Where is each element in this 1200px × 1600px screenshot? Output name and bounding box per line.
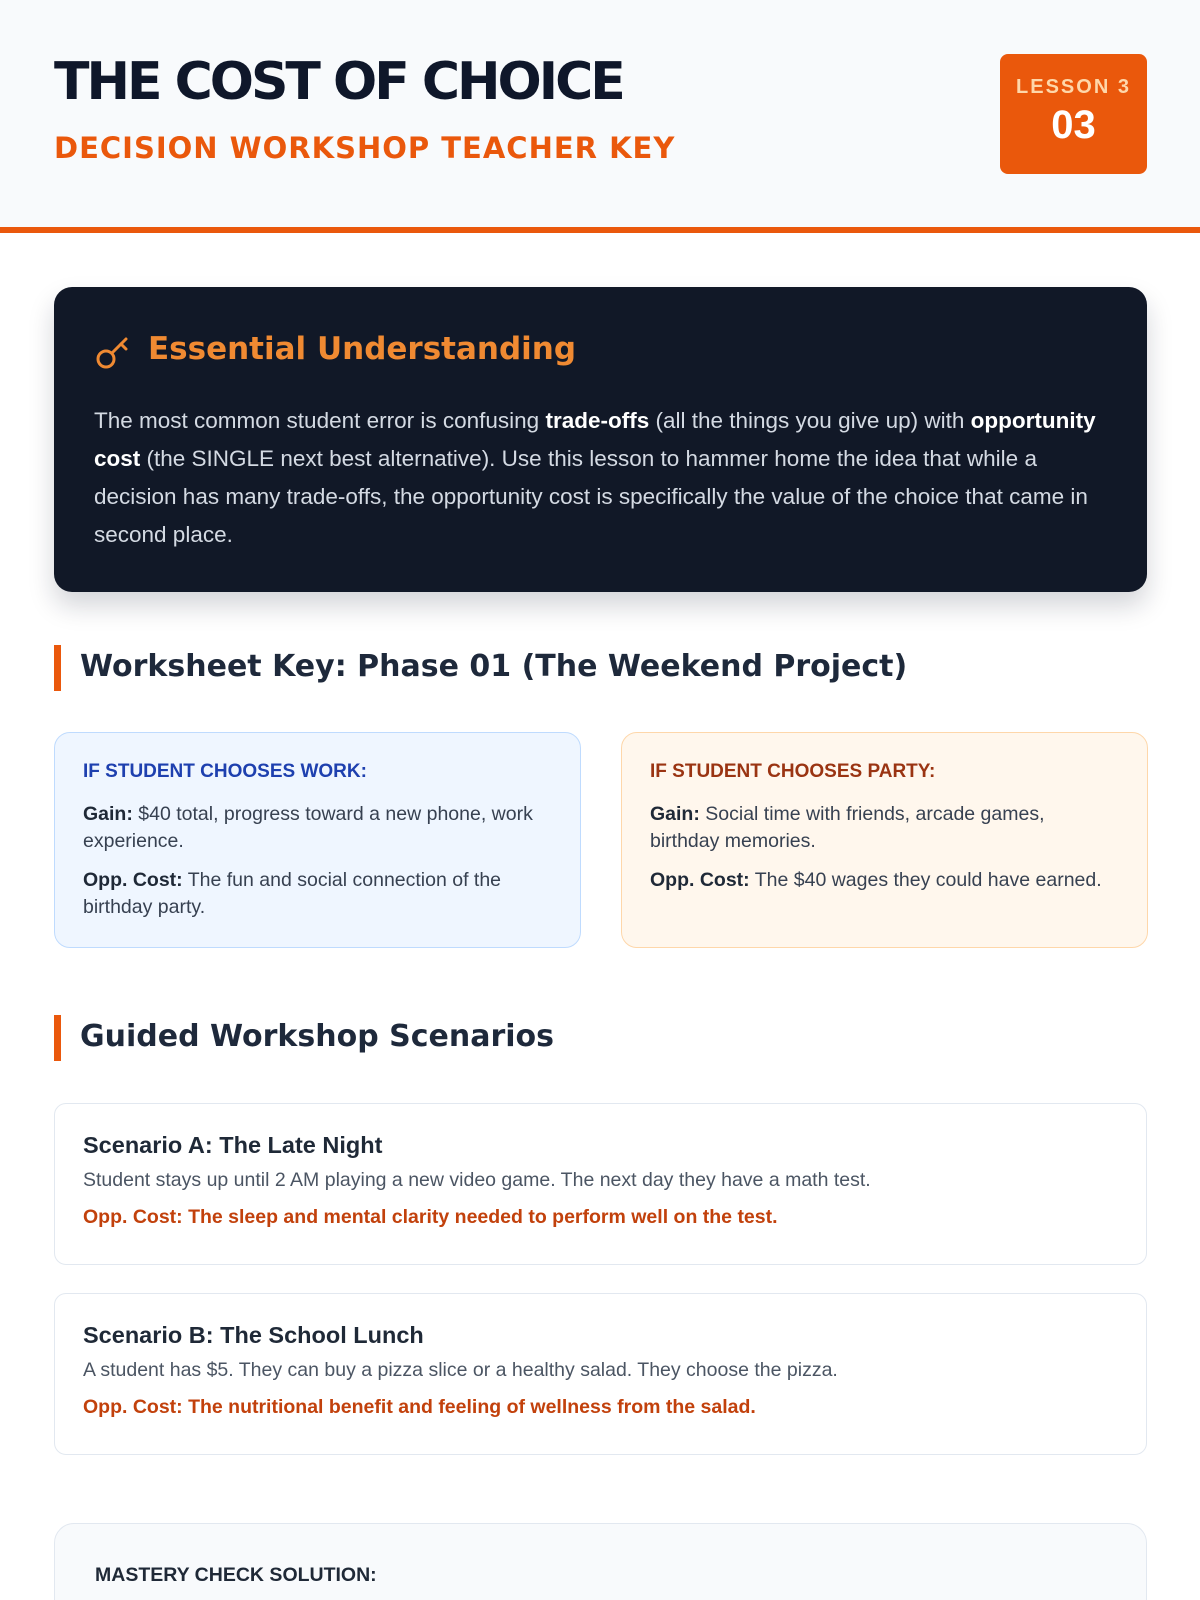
term-trade-offs: trade-offs bbox=[545, 408, 650, 433]
essential-understanding-text: The most common student error is confusing trade-offs (all the things you give up) with opportunity cost (the SINGLE next best alternative). Use this lesson to hammer home the idea that while a decision has many trade-offs, the opportunity cost is specifically the value of the choice that came in second place. bbox=[94, 408, 1096, 547]
page-subtitle: DECISION WORKSHOP TEACHER KEY bbox=[54, 131, 676, 165]
scenario-title: Scenario A: The Late Night bbox=[83, 1132, 383, 1158]
essential-understanding-card bbox=[54, 287, 1147, 592]
section-accent-bar bbox=[54, 1015, 61, 1061]
worksheet-section-title: Worksheet Key: Phase 01 (The Weekend Project) bbox=[80, 649, 908, 684]
choice-opportunity-cost: Opp. Cost: The $40 wages they could have earned. bbox=[650, 869, 1102, 891]
choice-heading: IF STUDENT CHOOSES WORK: bbox=[83, 761, 367, 782]
choice-heading: IF STUDENT CHOOSES PARTY: bbox=[650, 761, 936, 782]
section-accent-bar bbox=[54, 645, 61, 691]
choice-gain: Gain: Social time with friends, arcade games, birthday memories. bbox=[650, 803, 1045, 852]
scenario-description: Student stays up until 2 AM playing a new video game. The next day they have a math test. bbox=[83, 1169, 871, 1191]
header-divider bbox=[0, 227, 1200, 233]
scenario-answer: Opp. Cost: The nutritional benefit and feeling of wellness from the salad. bbox=[83, 1396, 756, 1418]
choice-opportunity-cost: Opp. Cost: The fun and social connection of the birthday party. bbox=[83, 869, 502, 918]
page-title: THE COST OF CHOICE bbox=[54, 52, 623, 112]
choice-card-party bbox=[621, 732, 1148, 948]
lesson-label: LESSON 3 bbox=[1016, 76, 1131, 98]
scenario-card bbox=[54, 1293, 1147, 1455]
choice-card-work bbox=[54, 732, 581, 948]
scenario-description: A student has $5. They can buy a pizza slice or a healthy salad. They choose the pizza. bbox=[83, 1359, 838, 1381]
mastery-check-card bbox=[54, 1523, 1147, 1600]
mastery-check-heading: MASTERY CHECK SOLUTION: bbox=[95, 1564, 377, 1586]
page-header bbox=[0, 0, 1200, 227]
scenario-answer: Opp. Cost: The sleep and mental clarity needed to perform well on the test. bbox=[83, 1206, 778, 1228]
term-opportunity-cost: opportunity cost bbox=[94, 408, 1096, 471]
scenario-title: Scenario B: The School Lunch bbox=[83, 1322, 424, 1348]
essential-understanding-title: Essential Understanding bbox=[148, 331, 577, 367]
scenarios-section-title: Guided Workshop Scenarios bbox=[80, 1019, 555, 1054]
key-icon bbox=[94, 333, 134, 373]
scenario-card bbox=[54, 1103, 1147, 1265]
lesson-number: 03 bbox=[1051, 103, 1096, 147]
choice-gain: Gain: $40 total, progress toward a new phone, work experience. bbox=[83, 803, 533, 852]
lesson-badge bbox=[1000, 54, 1147, 174]
